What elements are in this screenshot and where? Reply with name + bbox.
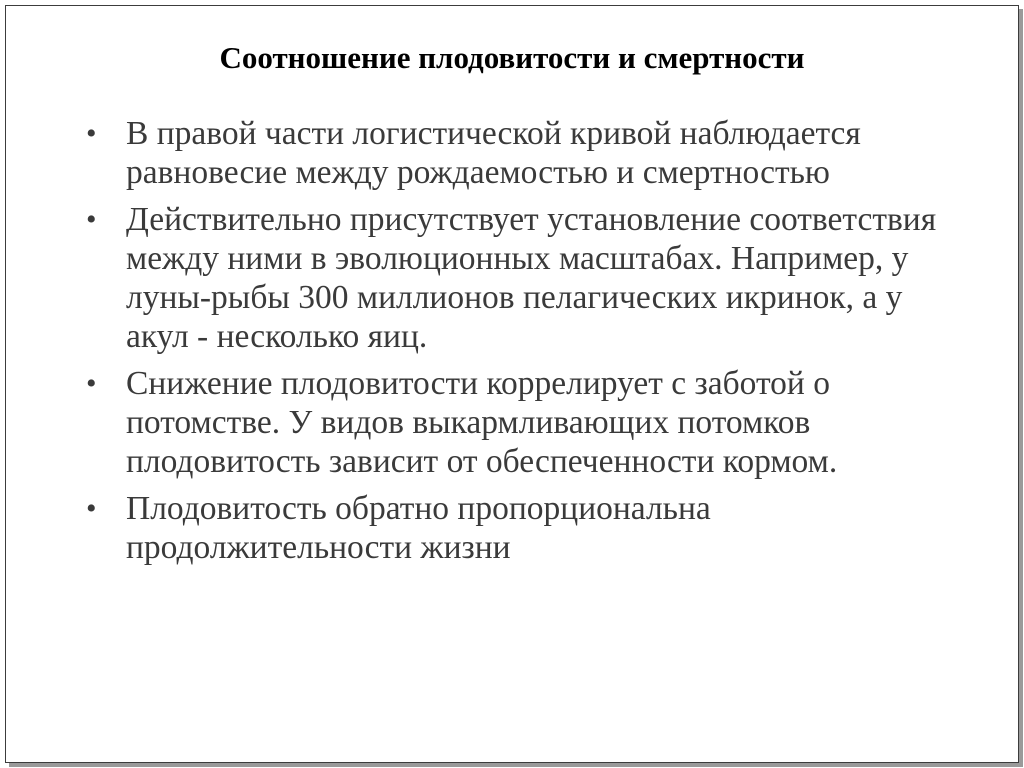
- bullet-icon: •: [86, 117, 97, 150]
- bullet-icon: •: [86, 492, 97, 525]
- bullet-list: [80, 114, 960, 573]
- bullet-text: Плодовитость обратно пропорциональна продолжительности жизни: [126, 490, 711, 566]
- bullet-item-2: [80, 200, 960, 356]
- bullet-item-3: [80, 364, 960, 481]
- slide-title: Соотношение плодовитости и смертности: [219, 40, 805, 75]
- bullet-icon: •: [86, 367, 97, 400]
- bullet-text: Снижение плодовитости коррелирует с заботой о потомстве. У видов выкармливающих потомков плодовитость зависит от обеспеченности кормом.: [126, 365, 838, 480]
- bullet-icon: •: [86, 203, 97, 236]
- bullet-item-4: [80, 489, 960, 567]
- bullet-text: Действительно присутствует установление соответствия между ними в эволюционных масштабах. Например, у луны-рыбы 300 миллионов пелагических икринок, а у акул - несколько яиц.: [126, 201, 937, 355]
- bullet-text: В правой части логистической кривой наблюдается равновесие между рождаемостью и смертностью: [126, 115, 861, 191]
- bullet-item-1: [80, 114, 960, 192]
